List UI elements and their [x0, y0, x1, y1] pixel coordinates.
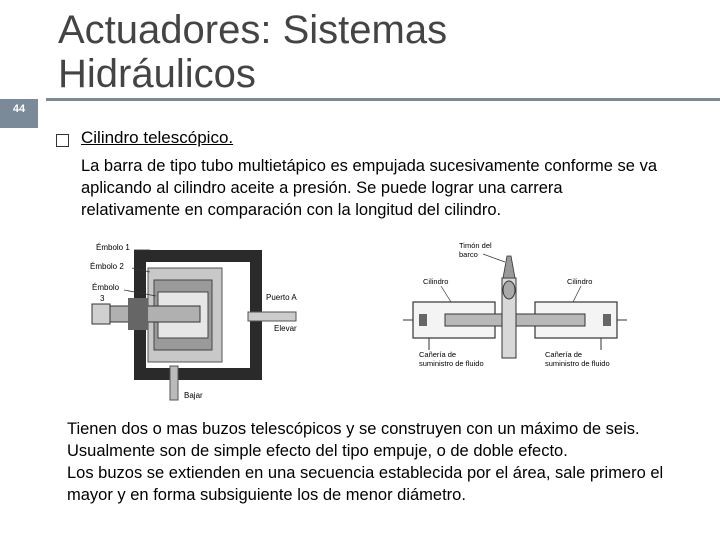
slide-title: Actuadores: Sistemas Hidráulicos [58, 8, 448, 96]
label-cilindro-right: Cilindro [567, 277, 593, 286]
label-embolo-3b: 3 [100, 294, 105, 303]
label-embolo-3a: Émbolo [92, 283, 120, 292]
label-bajar: Bajar [184, 391, 203, 400]
section-heading: Cilindro telescópico. [81, 128, 234, 147]
label-timon-a: Timón del [459, 241, 492, 250]
label-canieria-left-b: suministro de fluido [419, 359, 484, 368]
label-canieria-right-a: Cañería de [545, 350, 583, 359]
details-line-2: Los buzos se extienden en una secuencia establecida por el área, sale primero el mayor y en forma subsiguiente los de menor diámetro. [67, 464, 664, 504]
label-canieria-left-a: Cañería de [419, 350, 457, 359]
title-divider [46, 98, 720, 101]
details-line-1: Tienen dos o mas buzos telescópicos y se construyen con un máximo de seis. Usualmente son de simple efecto del tipo empuje, o de doble efecto. [67, 420, 640, 460]
label-timon-b: barco [459, 250, 478, 259]
ship-rudder-diagram [395, 238, 635, 373]
label-embolo-2: Émbolo 2 [90, 262, 124, 271]
label-puerto-a: Puerto A [266, 293, 297, 302]
slide-number: 44 [12, 103, 26, 115]
label-elevar: Elevar [274, 324, 297, 333]
details-paragraph [67, 418, 667, 506]
telescopic-cylinder-diagram [88, 238, 310, 404]
label-cilindro-left: Cilindro [423, 277, 449, 286]
bullet-square-icon [56, 134, 69, 147]
label-canieria-right-b: suministro de fluido [545, 359, 610, 368]
label-embolo-1: Émbolo 1 [96, 243, 130, 252]
description-paragraph: La barra de tipo tubo multietápico es empujada sucesivamente conforme se va aplicando al cilindro aceite a presión. Se puede lograr una carrera relativamente en comparación con la longitud del cilindro. [81, 157, 657, 219]
